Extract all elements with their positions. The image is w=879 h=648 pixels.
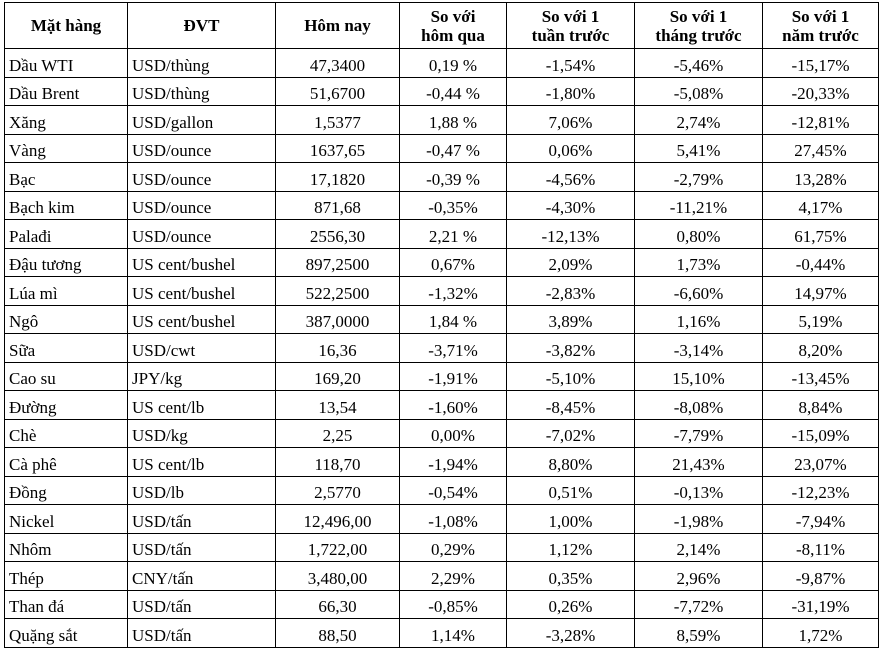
table-row bbox=[5, 220, 879, 249]
cell-vs-last-week: -7,02% bbox=[507, 419, 635, 448]
cell-vs-last-week: -8,45% bbox=[507, 391, 635, 420]
cell-today: 2556,30 bbox=[276, 220, 400, 249]
cell-vs-last-year: -13,45% bbox=[763, 362, 879, 391]
cell-today: 2,5770 bbox=[276, 476, 400, 505]
cell-vs-last-week: -1,54% bbox=[507, 49, 635, 78]
cell-vs-yesterday: -0,47 % bbox=[400, 134, 507, 163]
table-row bbox=[5, 362, 879, 391]
cell-vs-last-year: -31,19% bbox=[763, 590, 879, 619]
table-row bbox=[5, 391, 879, 420]
header-unit: ĐVT bbox=[128, 3, 276, 49]
cell-vs-yesterday: 0,29% bbox=[400, 533, 507, 562]
table-row bbox=[5, 49, 879, 78]
cell-vs-last-month: 2,96% bbox=[635, 562, 763, 591]
cell-today: 871,68 bbox=[276, 191, 400, 220]
cell-vs-yesterday: -3,71% bbox=[400, 334, 507, 363]
cell-today: 17,1820 bbox=[276, 163, 400, 192]
cell-today: 88,50 bbox=[276, 619, 400, 648]
cell-item: Dầu WTI bbox=[5, 49, 128, 78]
cell-unit: USD/kg bbox=[128, 419, 276, 448]
cell-item: Bạch kim bbox=[5, 191, 128, 220]
cell-vs-last-year: 4,17% bbox=[763, 191, 879, 220]
cell-item: Than đá bbox=[5, 590, 128, 619]
table-row bbox=[5, 191, 879, 220]
cell-vs-last-week: 0,51% bbox=[507, 476, 635, 505]
cell-item: Vàng bbox=[5, 134, 128, 163]
cell-today: 897,2500 bbox=[276, 248, 400, 277]
cell-vs-yesterday: -1,60% bbox=[400, 391, 507, 420]
cell-vs-last-year: -7,94% bbox=[763, 505, 879, 534]
cell-vs-last-week: -2,83% bbox=[507, 277, 635, 306]
cell-vs-last-year: -20,33% bbox=[763, 77, 879, 106]
cell-unit: USD/cwt bbox=[128, 334, 276, 363]
cell-today: 13,54 bbox=[276, 391, 400, 420]
cell-vs-last-year: 8,20% bbox=[763, 334, 879, 363]
cell-vs-last-month: -5,46% bbox=[635, 49, 763, 78]
cell-vs-last-month: 2,74% bbox=[635, 106, 763, 135]
cell-unit: USD/lb bbox=[128, 476, 276, 505]
cell-vs-last-week: -3,82% bbox=[507, 334, 635, 363]
cell-vs-last-week: -4,56% bbox=[507, 163, 635, 192]
header-vs-last-week: So với 1 tuần trước bbox=[507, 3, 635, 49]
cell-today: 2,25 bbox=[276, 419, 400, 448]
cell-vs-last-year: 1,72% bbox=[763, 619, 879, 648]
cell-today: 1,722,00 bbox=[276, 533, 400, 562]
cell-vs-last-month: 1,16% bbox=[635, 305, 763, 334]
cell-item: Nickel bbox=[5, 505, 128, 534]
cell-item: Dầu Brent bbox=[5, 77, 128, 106]
cell-unit: JPY/kg bbox=[128, 362, 276, 391]
cell-vs-last-year: -0,44% bbox=[763, 248, 879, 277]
table-row bbox=[5, 476, 879, 505]
cell-item: Xăng bbox=[5, 106, 128, 135]
cell-unit: USD/thùng bbox=[128, 77, 276, 106]
table-row bbox=[5, 448, 879, 477]
cell-item: Bạc bbox=[5, 163, 128, 192]
cell-vs-last-year: -9,87% bbox=[763, 562, 879, 591]
cell-vs-last-year: 5,19% bbox=[763, 305, 879, 334]
table-row bbox=[5, 505, 879, 534]
table-header bbox=[5, 3, 879, 49]
cell-vs-yesterday: -0,39 % bbox=[400, 163, 507, 192]
cell-vs-last-year: -8,11% bbox=[763, 533, 879, 562]
cell-today: 1637,65 bbox=[276, 134, 400, 163]
table-row bbox=[5, 248, 879, 277]
table-row bbox=[5, 619, 879, 648]
cell-vs-last-month: 1,73% bbox=[635, 248, 763, 277]
cell-unit: US cent/bushel bbox=[128, 305, 276, 334]
cell-vs-last-week: 8,80% bbox=[507, 448, 635, 477]
table-row bbox=[5, 77, 879, 106]
cell-unit: US cent/bushel bbox=[128, 277, 276, 306]
cell-today: 522,2500 bbox=[276, 277, 400, 306]
cell-vs-yesterday: 1,84 % bbox=[400, 305, 507, 334]
cell-unit: US cent/lb bbox=[128, 391, 276, 420]
cell-today: 387,0000 bbox=[276, 305, 400, 334]
header-vs-yesterday: So với hôm qua bbox=[400, 3, 507, 49]
table-row bbox=[5, 277, 879, 306]
header-vs-last-month: So với 1 tháng trước bbox=[635, 3, 763, 49]
cell-vs-yesterday: 2,21 % bbox=[400, 220, 507, 249]
cell-today: 16,36 bbox=[276, 334, 400, 363]
cell-item: Nhôm bbox=[5, 533, 128, 562]
cell-vs-yesterday: -0,35% bbox=[400, 191, 507, 220]
cell-vs-yesterday: -0,44 % bbox=[400, 77, 507, 106]
cell-item: Quặng sắt bbox=[5, 619, 128, 648]
cell-today: 47,3400 bbox=[276, 49, 400, 78]
cell-vs-last-month: -3,14% bbox=[635, 334, 763, 363]
cell-vs-yesterday: -0,54% bbox=[400, 476, 507, 505]
cell-vs-last-week: 1,12% bbox=[507, 533, 635, 562]
table-row bbox=[5, 305, 879, 334]
cell-vs-last-year: 61,75% bbox=[763, 220, 879, 249]
cell-vs-yesterday: 2,29% bbox=[400, 562, 507, 591]
table-row bbox=[5, 106, 879, 135]
cell-vs-last-year: 14,97% bbox=[763, 277, 879, 306]
cell-vs-last-year: -15,17% bbox=[763, 49, 879, 78]
cell-vs-last-month: -7,79% bbox=[635, 419, 763, 448]
cell-today: 66,30 bbox=[276, 590, 400, 619]
cell-vs-yesterday: -1,91% bbox=[400, 362, 507, 391]
cell-item: Cao su bbox=[5, 362, 128, 391]
cell-unit: USD/tấn bbox=[128, 505, 276, 534]
table-body bbox=[5, 49, 879, 648]
table-row bbox=[5, 163, 879, 192]
cell-item: Thép bbox=[5, 562, 128, 591]
cell-unit: USD/ounce bbox=[128, 163, 276, 192]
table-row bbox=[5, 562, 879, 591]
cell-vs-last-month: -6,60% bbox=[635, 277, 763, 306]
cell-vs-last-week: -12,13% bbox=[507, 220, 635, 249]
cell-vs-last-week: -4,30% bbox=[507, 191, 635, 220]
cell-unit: USD/tấn bbox=[128, 533, 276, 562]
cell-vs-last-week: 2,09% bbox=[507, 248, 635, 277]
table-row bbox=[5, 590, 879, 619]
cell-vs-last-month: -2,79% bbox=[635, 163, 763, 192]
cell-vs-last-week: 0,26% bbox=[507, 590, 635, 619]
table-row bbox=[5, 533, 879, 562]
cell-vs-yesterday: 1,14% bbox=[400, 619, 507, 648]
cell-vs-last-week: -1,80% bbox=[507, 77, 635, 106]
cell-vs-last-year: -12,23% bbox=[763, 476, 879, 505]
table-row bbox=[5, 419, 879, 448]
cell-unit: USD/tấn bbox=[128, 619, 276, 648]
cell-today: 1,5377 bbox=[276, 106, 400, 135]
cell-vs-last-week: -3,28% bbox=[507, 619, 635, 648]
cell-vs-yesterday: 1,88 % bbox=[400, 106, 507, 135]
cell-vs-yesterday: 0,19 % bbox=[400, 49, 507, 78]
cell-today: 118,70 bbox=[276, 448, 400, 477]
cell-vs-yesterday: -1,94% bbox=[400, 448, 507, 477]
cell-vs-last-week: 1,00% bbox=[507, 505, 635, 534]
cell-today: 51,6700 bbox=[276, 77, 400, 106]
cell-vs-yesterday: -0,85% bbox=[400, 590, 507, 619]
cell-vs-last-week: 7,06% bbox=[507, 106, 635, 135]
cell-vs-last-week: 3,89% bbox=[507, 305, 635, 334]
cell-vs-last-month: 5,41% bbox=[635, 134, 763, 163]
cell-vs-last-month: 2,14% bbox=[635, 533, 763, 562]
cell-vs-last-month: 21,43% bbox=[635, 448, 763, 477]
cell-item: Đậu tương bbox=[5, 248, 128, 277]
cell-item: Sữa bbox=[5, 334, 128, 363]
cell-item: Chè bbox=[5, 419, 128, 448]
cell-vs-last-month: -7,72% bbox=[635, 590, 763, 619]
cell-item: Lúa mì bbox=[5, 277, 128, 306]
cell-vs-last-week: -5,10% bbox=[507, 362, 635, 391]
cell-today: 169,20 bbox=[276, 362, 400, 391]
cell-vs-last-year: -15,09% bbox=[763, 419, 879, 448]
cell-vs-yesterday: -1,08% bbox=[400, 505, 507, 534]
cell-vs-last-month: -0,13% bbox=[635, 476, 763, 505]
cell-today: 3,480,00 bbox=[276, 562, 400, 591]
commodity-price-table bbox=[4, 2, 879, 648]
cell-vs-last-year: 27,45% bbox=[763, 134, 879, 163]
cell-vs-last-year: 8,84% bbox=[763, 391, 879, 420]
cell-vs-last-month: -1,98% bbox=[635, 505, 763, 534]
header-today: Hôm nay bbox=[276, 3, 400, 49]
cell-vs-last-year: -12,81% bbox=[763, 106, 879, 135]
cell-unit: USD/gallon bbox=[128, 106, 276, 135]
cell-item: Palađi bbox=[5, 220, 128, 249]
header-row bbox=[5, 3, 879, 49]
cell-unit: USD/tấn bbox=[128, 590, 276, 619]
cell-item: Đồng bbox=[5, 476, 128, 505]
cell-vs-last-week: 0,06% bbox=[507, 134, 635, 163]
cell-unit: CNY/tấn bbox=[128, 562, 276, 591]
cell-vs-last-month: 0,80% bbox=[635, 220, 763, 249]
cell-vs-yesterday: 0,67% bbox=[400, 248, 507, 277]
cell-today: 12,496,00 bbox=[276, 505, 400, 534]
cell-unit: USD/ounce bbox=[128, 134, 276, 163]
cell-item: Đường bbox=[5, 391, 128, 420]
cell-unit: US cent/lb bbox=[128, 448, 276, 477]
header-vs-last-year: So với 1 năm trước bbox=[763, 3, 879, 49]
cell-vs-yesterday: 0,00% bbox=[400, 419, 507, 448]
cell-unit: USD/thùng bbox=[128, 49, 276, 78]
header-item: Mặt hàng bbox=[5, 3, 128, 49]
cell-vs-last-month: 15,10% bbox=[635, 362, 763, 391]
cell-item: Ngô bbox=[5, 305, 128, 334]
cell-vs-last-year: 23,07% bbox=[763, 448, 879, 477]
cell-unit: US cent/bushel bbox=[128, 248, 276, 277]
cell-vs-yesterday: -1,32% bbox=[400, 277, 507, 306]
table-row bbox=[5, 134, 879, 163]
cell-vs-last-month: -8,08% bbox=[635, 391, 763, 420]
cell-vs-last-month: -11,21% bbox=[635, 191, 763, 220]
cell-vs-last-month: 8,59% bbox=[635, 619, 763, 648]
table-row bbox=[5, 334, 879, 363]
cell-vs-last-week: 0,35% bbox=[507, 562, 635, 591]
cell-vs-last-month: -5,08% bbox=[635, 77, 763, 106]
cell-item: Cà phê bbox=[5, 448, 128, 477]
cell-unit: USD/ounce bbox=[128, 220, 276, 249]
cell-vs-last-year: 13,28% bbox=[763, 163, 879, 192]
cell-unit: USD/ounce bbox=[128, 191, 276, 220]
